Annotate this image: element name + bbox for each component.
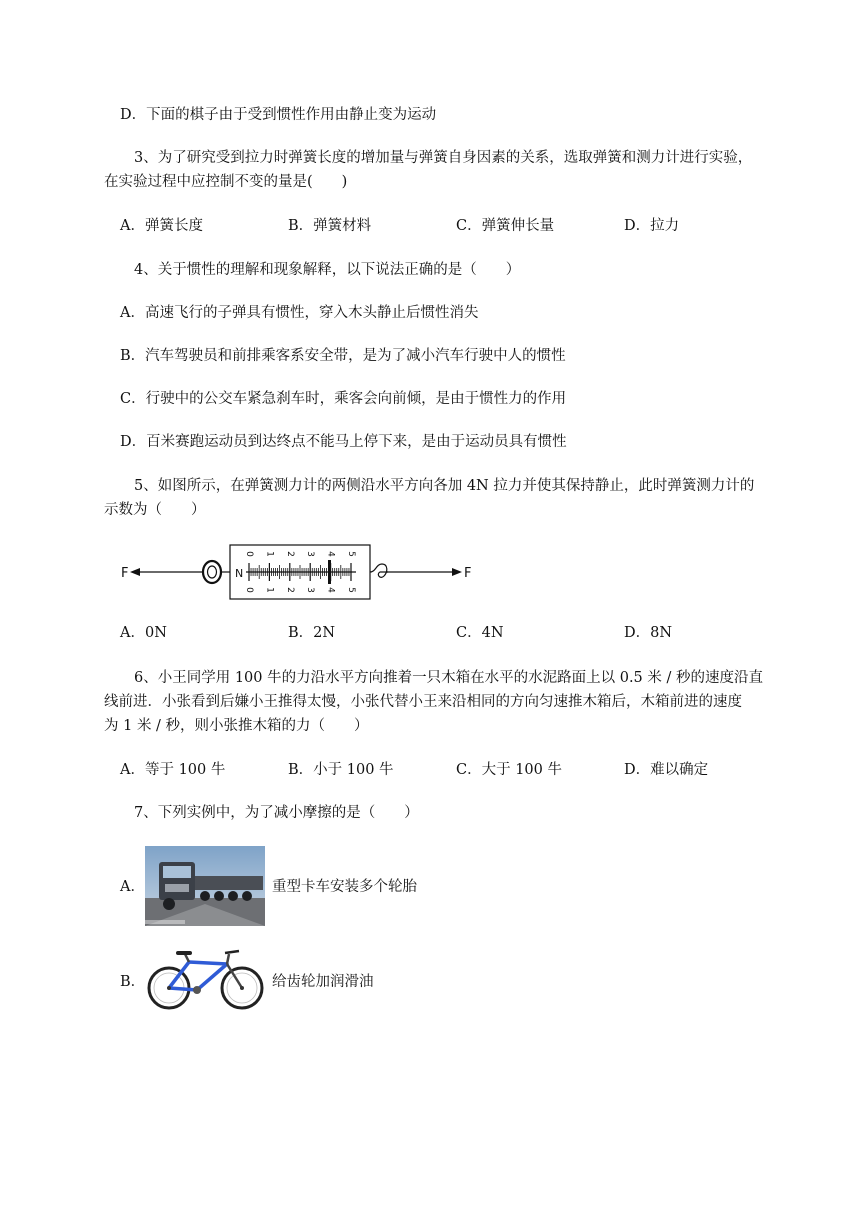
ring-inner: [208, 566, 217, 578]
scale-label-top: 0: [244, 551, 254, 557]
q3-option-a: A．弹簧长度: [120, 218, 203, 234]
q7-option-a-text: 重型卡车安装多个轮胎: [272, 879, 417, 895]
scale-label-bottom: 3: [305, 587, 316, 593]
q3-option-c: C．弹簧伸长量: [456, 218, 555, 234]
q3-stem-line1: 3、为了研究受到拉力时弹簧长度的增加量与弹簧自身因素的关系，选取弹簧和测力计进行实验，: [134, 150, 753, 166]
scale-label-top: 5: [346, 551, 356, 557]
truck-image: [145, 846, 265, 926]
q6-option-b: B．小于 100 牛: [288, 762, 394, 778]
scale-unit: N: [235, 567, 244, 580]
q5-stem-line2: 示数为（ ）: [104, 502, 206, 518]
scale-label-top: 4: [325, 551, 336, 557]
scale-label-top: 2: [284, 551, 295, 557]
force-left-label: F: [121, 566, 129, 581]
scale-label-top: 1: [264, 551, 275, 557]
force-right-label: F: [464, 566, 472, 581]
bicycle-image: [145, 948, 267, 1014]
q6-stem-line1: 6、小王同学用 100 牛的力沿水平方向推着一只木箱在水平的水泥路面上以 0.5 米 / 秒的速度沿直: [134, 670, 763, 686]
scale-label-bottom: 4: [325, 587, 336, 593]
ring: [203, 561, 221, 583]
q7-option-b-text: 给齿轮加润滑油: [272, 974, 374, 990]
q5-option-b: B．2N: [288, 625, 336, 641]
q7-stem: 7、下列实例中，为了减小摩擦的是（ ）: [134, 805, 419, 821]
q5-option-c: C．4N: [456, 625, 504, 641]
q6-stem-line3: 为 1 米 / 秒，则小张推木箱的力（ ）: [104, 718, 369, 734]
q7-option-b-letter: B．: [120, 974, 146, 990]
q3-stem-line2: 在实验过程中应控制不变的量是( ): [104, 174, 348, 190]
q6-option-d: D．难以确定: [624, 762, 709, 778]
spring-scale-figure: [118, 540, 478, 604]
q7-option-a-letter: A．: [120, 879, 145, 895]
q4-stem: 4、关于惯性的理解和现象解释，以下说法正确的是（ ）: [134, 262, 521, 278]
q3-option-d: D．拉力: [624, 218, 680, 234]
q3-option-b: B．弹簧材料: [288, 218, 372, 234]
scale-label-bottom: 5: [346, 587, 356, 593]
scale-label-bottom: 0: [244, 587, 254, 593]
q5-option-d: D．8N: [624, 625, 673, 641]
hook: [370, 564, 388, 577]
scale-label-top: 3: [305, 551, 316, 557]
pointer: [328, 560, 331, 584]
q6-option-a: A．等于 100 牛: [120, 762, 226, 778]
scale-label-bottom: 2: [284, 587, 295, 593]
q2-option-d: D．下面的棋子由于受到惯性作用由静止变为运动: [120, 107, 437, 123]
q5-stem-line1: 5、如图所示，在弹簧测力计的两侧沿水平方向各加 4N 拉力并使其保持静止，此时弹簧测力计的: [134, 478, 755, 494]
right-arrowhead: [452, 568, 462, 576]
scale-label-bottom: 1: [264, 587, 275, 593]
q4-option-c: C．行驶中的公交车紧急刹车时，乘客会向前倾，是由于惯性力的作用: [120, 391, 567, 407]
q6-stem-line2: 线前进．小张看到后嫌小王推得太慢，小张代替小王来沿相同的方向匀速推木箱后，木箱前进的速度: [104, 694, 742, 710]
q4-option-b: B．汽车驾驶员和前排乘客系安全带，是为了减小汽车行驶中人的惯性: [120, 348, 566, 364]
q4-option-d: D．百米赛跑运动员到达终点不能马上停下来，是由于运动员具有惯性: [120, 434, 567, 450]
q4-option-a: A．高速飞行的子弹具有惯性，穿入木头静止后惯性消失: [120, 305, 479, 321]
q6-option-c: C．大于 100 牛: [456, 762, 562, 778]
q5-option-a: A．0N: [120, 625, 167, 641]
